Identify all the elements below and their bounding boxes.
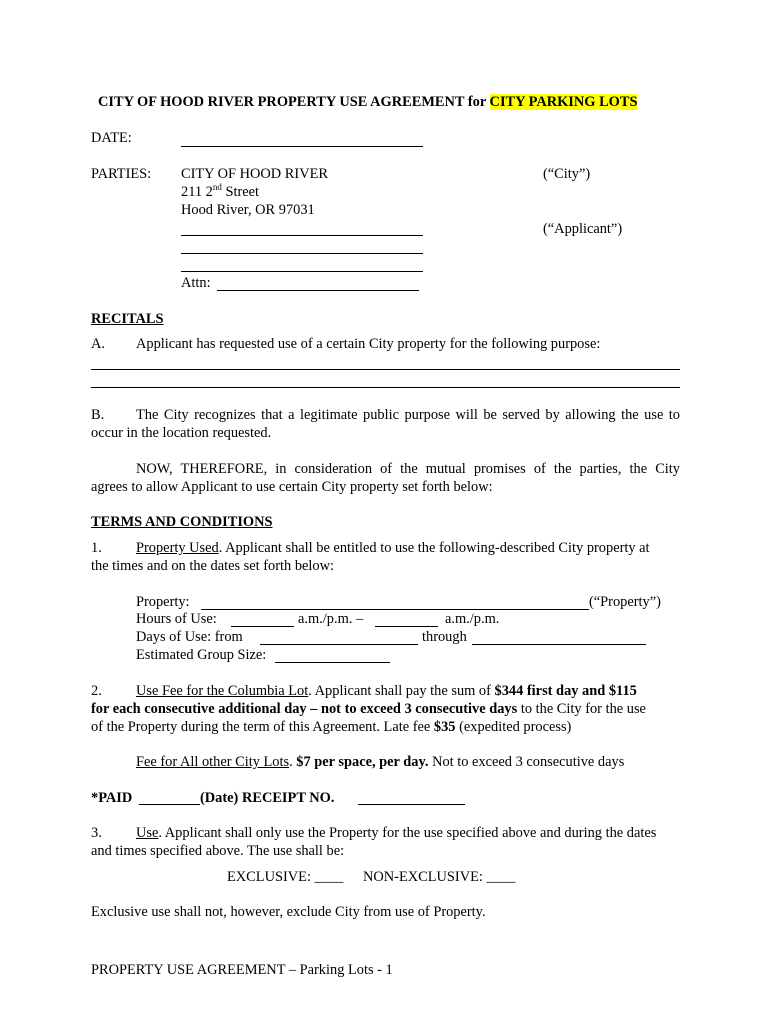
section-1-text: . Applicant shall be entitled to use the following-described City property at [218, 540, 650, 556]
section-2-line2 [91, 701, 646, 718]
city-tag: (“City”) [543, 166, 591, 182]
section-3-text: . Applicant shall only use the Property for the use specified above and during the dates [158, 825, 657, 841]
recital-a-label: A. [91, 336, 105, 352]
city-street-rest: Street [221, 184, 260, 200]
paid-date-blank[interactable] [139, 804, 200, 805]
terms-heading: TERMS AND CONDITIONS [91, 514, 273, 530]
city-street-num: 211 2 [181, 184, 213, 200]
hours-start-blank[interactable] [231, 626, 294, 627]
section-2-text-d: (expedited process) [455, 719, 572, 735]
hours-ampm-2: a.m./p.m. [445, 611, 500, 627]
recital-b-label: B. [91, 407, 105, 423]
non-exclusive-option[interactable]: NON-EXCLUSIVE: ____ [363, 869, 516, 885]
section-2-text-b: to the City for the use [517, 701, 646, 717]
section-2-line3 [91, 719, 571, 736]
section-3-number: 3. [91, 825, 102, 841]
applicant-blank-1[interactable] [181, 235, 423, 236]
city-location: Hood River, OR 97031 [181, 202, 315, 218]
section-3-line2: and times specified above. The use shall be: [91, 843, 345, 859]
title-prefix: CITY OF HOOD RIVER PROPERTY USE AGREEMENT for [98, 94, 490, 110]
other-lots-sep: . [289, 754, 297, 770]
section-2-line1 [136, 683, 637, 700]
other-lots-fee [136, 754, 624, 771]
purpose-blank-2[interactable] [91, 387, 680, 388]
section-2-consecutive: for each consecutive additional day – not to exceed 3 consecutive days [91, 701, 518, 717]
property-label: Property: [136, 594, 190, 610]
other-lots-limit: Not to exceed 3 consecutive days [428, 754, 625, 770]
city-street-sup: nd [212, 182, 222, 193]
date-blank[interactable] [181, 146, 423, 147]
days-label: Days of Use: from [136, 629, 243, 645]
applicant-tag: (“Applicant”) [543, 221, 623, 237]
attn-label: Attn: [181, 275, 211, 291]
section-2-text-a: . Applicant shall pay the sum of [308, 683, 495, 699]
document-title [98, 94, 637, 111]
receipt-label: (Date) RECEIPT NO. [200, 790, 335, 806]
now-therefore-line1: NOW, THEREFORE, in consideration of the mutual promises of the parties, the City [136, 461, 680, 477]
late-fee: $35 [433, 719, 456, 735]
section-2-fee: $344 first day and $115 [494, 683, 637, 699]
group-size-blank[interactable] [275, 662, 390, 663]
section-2-text-c: of the Property during the term of this Agreement. Late fee [91, 719, 434, 735]
attn-blank[interactable] [217, 290, 419, 291]
section-1-number: 1. [91, 540, 102, 556]
page-footer: PROPERTY USE AGREEMENT – Parking Lots - 1 [91, 962, 393, 978]
hours-label: Hours of Use: [136, 611, 217, 627]
city-street [181, 184, 259, 201]
section-1-line1 [136, 540, 650, 557]
exclusive-option[interactable]: EXCLUSIVE: ____ [227, 869, 344, 885]
title-highlight: CITY PARKING LOTS [489, 94, 638, 110]
recital-b-line2: occur in the location requested. [91, 425, 272, 441]
section-2-number: 2. [91, 683, 102, 699]
recitals-heading: RECITALS [91, 311, 164, 327]
property-tag: (“Property”) [589, 594, 661, 610]
section-3-line1 [136, 825, 656, 842]
days-through-blank[interactable] [472, 644, 646, 645]
hours-ampm-1: a.m./p.m. – [298, 611, 364, 627]
other-lots-title: Fee for All other City Lots [136, 754, 290, 770]
section-1-line2: the times and on the dates set forth below: [91, 558, 334, 574]
paid-label: *PAID [91, 790, 133, 806]
hours-end-blank[interactable] [375, 626, 438, 627]
parties-label: PARTIES: [91, 166, 152, 182]
through-label: through [422, 629, 467, 645]
other-lots-rate: $7 per space, per day. [296, 754, 429, 770]
recital-a-text: Applicant has requested use of a certain City property for the following purpose: [136, 336, 601, 352]
section-3-title: Use [136, 825, 159, 841]
applicant-blank-3[interactable] [181, 271, 423, 272]
city-name: CITY OF HOOD RIVER [181, 166, 328, 182]
property-blank[interactable] [201, 609, 589, 610]
purpose-blank-1[interactable] [91, 369, 680, 370]
recital-b-line1: The City recognizes that a legitimate public purpose will be served by allowing the use to [136, 407, 680, 423]
group-size-label: Estimated Group Size: [136, 647, 267, 663]
date-label: DATE: [91, 130, 132, 146]
section-1-title: Property Used [136, 540, 219, 556]
now-therefore-line2: agrees to allow Applicant to use certain City property set forth below: [91, 479, 493, 495]
exclusive-note: Exclusive use shall not, however, exclude City from use of Property. [91, 904, 486, 920]
applicant-blank-2[interactable] [181, 253, 423, 254]
section-2-title: Use Fee for the Columbia Lot [136, 683, 309, 699]
days-from-blank[interactable] [260, 644, 418, 645]
receipt-blank[interactable] [358, 804, 465, 805]
